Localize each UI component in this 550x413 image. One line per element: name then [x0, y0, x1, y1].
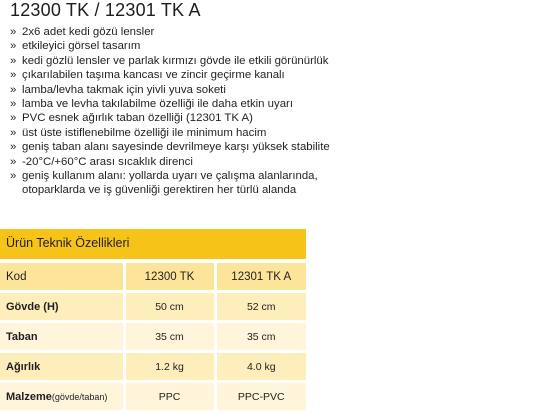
feature-text: 2x6 adet kedi gözü lensler	[22, 26, 155, 38]
feature-item	[10, 39, 330, 53]
table-row	[0, 322, 306, 352]
bullet-icon: »	[10, 83, 17, 96]
specs-heading: Ürün Teknik Özellikleri	[0, 229, 306, 259]
row-label-text: Taban	[6, 330, 38, 343]
table-row	[0, 382, 306, 412]
feature-text: üst üste istiflenebilme özelliği ile minimum hacim	[22, 126, 267, 139]
row-value-1: 35 cm	[124, 322, 215, 352]
row-value-1: 50 cm	[124, 292, 215, 322]
row-label-text: Malzeme	[6, 390, 52, 403]
bullet-icon: »	[10, 141, 17, 154]
row-label	[0, 382, 124, 412]
header-model-2: 12301 TK A	[215, 263, 306, 292]
bullet-icon: »	[10, 112, 17, 125]
feature-item	[10, 68, 330, 82]
feature-item	[10, 111, 330, 125]
row-value-2: 52 cm	[215, 292, 306, 322]
row-value-2: PPC-PVC	[215, 382, 306, 412]
bullet-icon: »	[10, 54, 17, 67]
bullet-icon: »	[10, 69, 17, 82]
feature-text: çıkarılabilen taşıma kancası ve zincir geçirme kanalı	[22, 69, 285, 82]
row-value-1: 1.2 kg	[124, 352, 215, 382]
feature-list	[10, 25, 330, 198]
feature-item	[10, 140, 330, 154]
row-label-sub: (gövde/taban)	[51, 391, 108, 402]
bullet-icon: »	[10, 155, 17, 168]
product-title: 12300 TK / 12301 TK A	[10, 0, 201, 20]
bullet-icon: »	[10, 98, 17, 111]
table-row	[0, 352, 306, 382]
feature-item	[10, 169, 330, 183]
feature-text: lamba ve levha takılabilme özelliği ile daha etkin uyarı	[22, 98, 293, 111]
feature-text: otoparklarda ve iş güvenliği gerektiren her türlü alanda	[22, 184, 297, 197]
row-value-2: 35 cm	[215, 322, 306, 352]
feature-item	[10, 97, 330, 111]
bullet-icon: »	[10, 126, 17, 139]
table-row	[0, 292, 306, 322]
bullet-icon: »	[10, 26, 17, 38]
feature-item	[10, 126, 330, 140]
row-label	[0, 292, 124, 322]
bullet-icon: »	[10, 40, 17, 53]
row-label	[0, 322, 124, 352]
feature-text: geniş taban alanı sayesinde devrilmeye karşı yüksek stabilite	[22, 141, 330, 154]
header-label: Kod	[0, 263, 124, 292]
feature-item-continuation	[10, 183, 330, 197]
feature-text: lamba/levha takmak için yivli yuva soketi	[22, 83, 226, 96]
specs-header-row	[0, 263, 306, 292]
feature-text: geniş kullanım alanı: yollarda uyarı ve çalışma alanlarında,	[22, 170, 318, 183]
specs-table	[0, 263, 306, 413]
feature-item	[10, 25, 330, 39]
row-value-1: PPC	[124, 382, 215, 412]
row-value-2: 4.0 kg	[215, 352, 306, 382]
feature-item	[10, 155, 330, 169]
row-label-text: Gövde (H)	[6, 300, 59, 313]
feature-text: kedi gözlü lensler ve parlak kırmızı gövde ile etkili görünürlük	[22, 54, 329, 67]
header-model-1: 12300 TK	[124, 263, 215, 292]
row-label-text: Ağırlık	[6, 360, 41, 373]
feature-item	[10, 83, 330, 97]
feature-text: etkileyici görsel tasarım	[22, 40, 141, 53]
row-label	[0, 352, 124, 382]
feature-text: PVC esnek ağırlık taban özelliği (12301 TK A)	[22, 112, 253, 125]
feature-item	[10, 54, 330, 68]
technical-specs	[0, 229, 306, 413]
bullet-icon: »	[10, 170, 17, 183]
feature-text: -20°C/+60°C arası sıcaklık direnci	[22, 155, 193, 168]
